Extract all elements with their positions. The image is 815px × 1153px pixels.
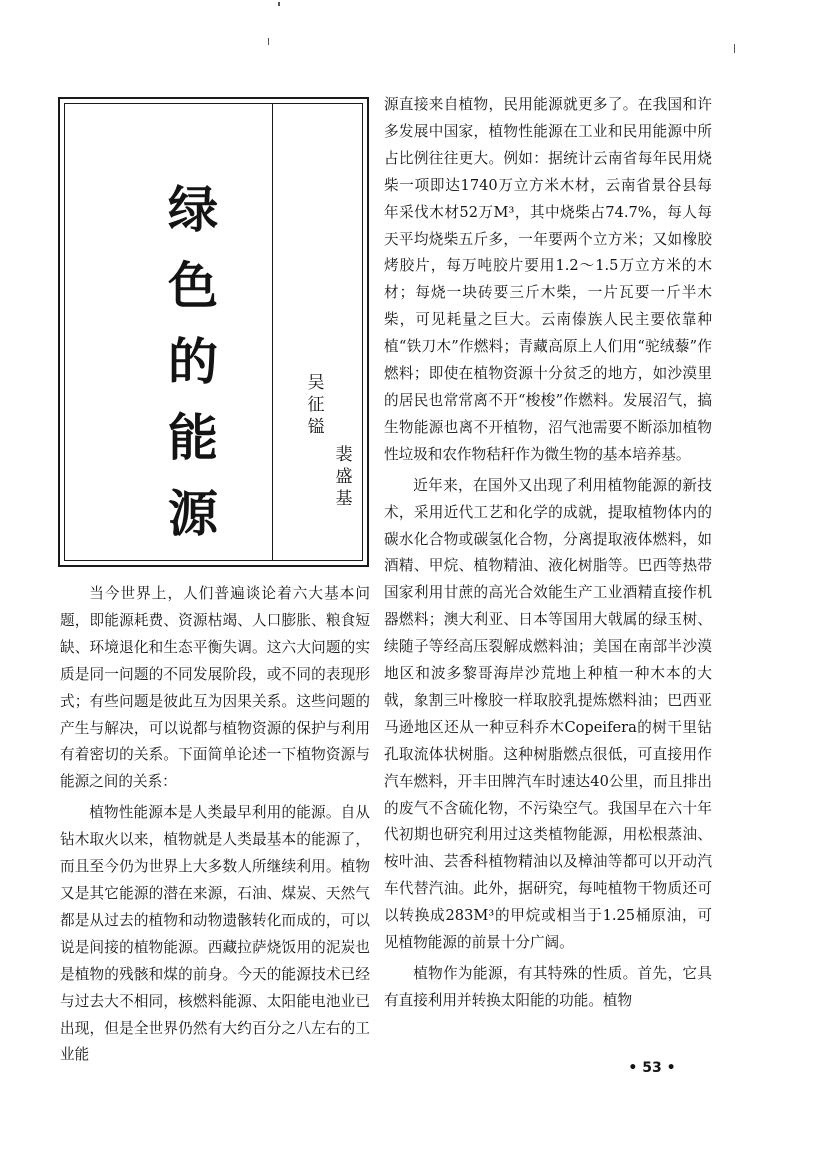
title-inner-frame: [64, 103, 363, 561]
title-char: 能: [168, 409, 218, 467]
title-char: 源: [168, 485, 218, 543]
scan-mark: [278, 2, 280, 6]
title-char: 色: [168, 257, 218, 315]
author-char: 镒: [307, 417, 325, 437]
scan-mark: [268, 38, 269, 45]
author-char: 基: [335, 489, 353, 509]
paragraph: 近年来，在国外又出现了利用植物能源的新技术，采用近代工艺和化学的成就，提取植物体内的碳水化合物或碳氢化合物，分离提取液体燃料，如酒精、甲烷、植物精油、液化树脂等。巴西等热带国家利用甘蔗的高光合效能生产工业酒精直接作机器燃料；澳大利亚、日本等国用大戟属的绿玉树、续随子等经高压裂解成燃料油；美国在南部半沙漠地区和波多黎哥海岸沙荒地上种植一种木本的大戟，象割三叶橡胶一样取胶乳提炼燃料油；巴西亚马逊地区还从一种豆科乔木Copeifera的树干里钻孔取流体状树脂。这种树脂燃点很低，可直接用作汽车燃料，开丰田牌汽车时速达40公里，而且排出的废气不含硫化物，不污染空气。我国早在六十年代初期也研究利用过这类植物能源，用松根蒸油、桉叶油、芸香科植物精油以及樟油等都可以开动汽车代替汽油。此外，据研究，每吨植物干物质还可以转换成283M³的甲烷或相当于1.25桶原油，可见植物能源的前景十分广阔。: [384, 476, 712, 952]
title-char: 的: [168, 333, 218, 391]
title-char: 绿: [168, 181, 218, 239]
title-frame: [58, 97, 369, 567]
title-divider: [272, 104, 273, 560]
author-name: [305, 372, 327, 438]
author-char: 吴: [307, 373, 325, 393]
author-name: [333, 444, 355, 510]
scan-mark: [734, 44, 735, 53]
author-char: 征: [307, 395, 325, 415]
paragraph: 植物性能源本是人类最早利用的能源。自从钻木取火以来，植物就是人类最基本的能源了，而且至今仍为世界上大多数人所继续利用。植物又是其它能源的潜在来源，石油、煤炭、天然气都是从过去的植物和动物遗骸转化而成的，可以说是间接的植物能源。西藏拉萨烧饭用的泥炭也是植物的残骸和煤的前身。今天的能源技术已经与过去大不相同，核燃料能源、太阳能电池业已出现，但是全世界仍然有大约百分之八左右的工业能: [60, 804, 370, 1064]
author-char: 裴: [335, 445, 353, 465]
article-title: [163, 172, 223, 552]
left-column: [60, 581, 370, 1069]
paragraph: 源直接来自植物，民用能源就更多了。在我国和许多发展中国家，植物性能源在工业和民用能源中所占比例往往更大。例如：据统计云南省每年民用烧柴一项即达1740万立方米木材，云南省景谷县每年采伐木材52万M³，其中烧柴占74.7%，每人每天平均烧柴五斤多，一年要两个立方米；又如橡胶烤胶片，每万吨胶片要用1.2～1.5万立方米的木材；每烧一块砖要三斤木柴，一片瓦要一斤半木柴，可见耗量之巨大。云南傣族人民主要依靠种植“铁刀木”作燃料；青藏高原上人们用“驼绒藜”作燃料；即使在植物资源十分贫乏的地方，如沙漠里的居民也常常离不开“梭梭”作燃料。发展沼气，搞生物能源也离不开植物，沼气池需要不断添加植物性垃圾和农作物秸秆作为微生物的基本培养基。: [384, 96, 712, 463]
paragraph: 当今世界上，人们普遍谈论着六大基本问题，即能源耗费、资源枯竭、人口膨胀、粮食短缺、环境退化和生态平衡失调。这六大问题的实质是同一问题的不同发展阶段，或不同的表现形式；有些问题是彼此互为因果关系。这些问题的产生与解决，可以说都与植物资源的保护与利用有着密切的关系。下面简单论述一下植物资源与能源之间的关系：: [60, 585, 370, 791]
author-char: 盛: [335, 467, 353, 487]
right-column: [384, 92, 712, 1015]
paragraph: 植物作为能源，有其特殊的性质。首先，它具有直接利用并转换太阳能的功能。植物: [384, 965, 712, 1009]
page-number: • 53 •: [628, 1060, 676, 1076]
